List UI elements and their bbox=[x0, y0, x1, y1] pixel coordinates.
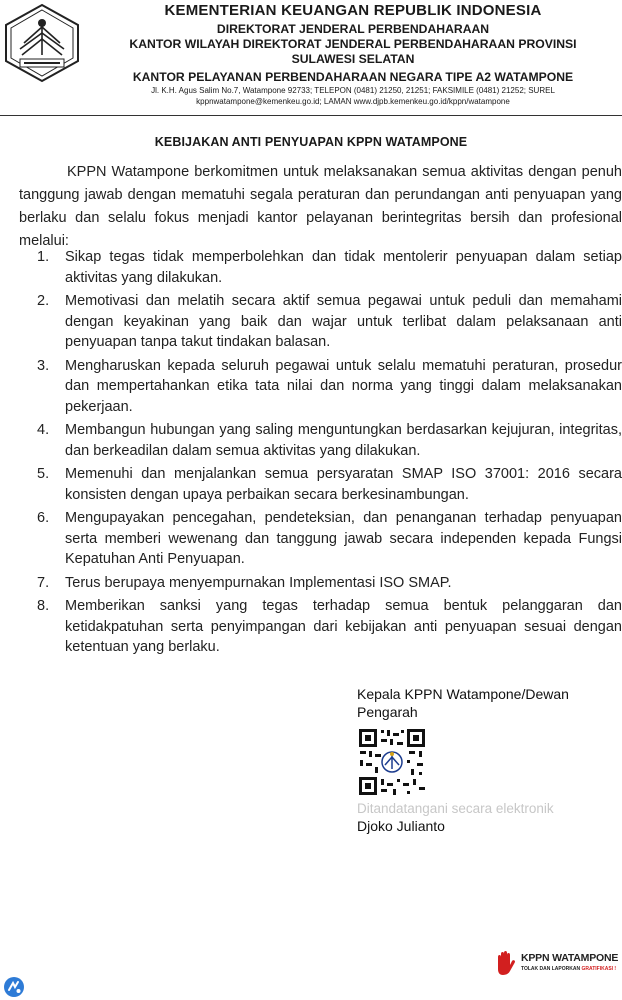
directorate-name: DIREKTORAT JENDERAL PERBENDAHARAAN bbox=[216, 22, 490, 36]
list-item-text: Memenuhi dan menjalankan semua persyaratan SMAP ISO 37001: 2016 secara konsisten dengan upaya perbaikan secara berkesinambungan. bbox=[65, 466, 622, 503]
list-item-number: 1. bbox=[37, 249, 50, 265]
list-item-text: Mengupayakan pencegahan, pendeteksian, dan penanganan terhadap penyuapan serta memberi wewenang dan tanggung jawab secara independen kepada Fungsi Kepatuhan Anti Penyuapan. bbox=[65, 510, 622, 567]
office-name: KANTOR PELAYANAN PERBENDAHARAAN NEGARA TIPE A2 WATAMPONE bbox=[132, 70, 574, 84]
list-item-number: 7. bbox=[37, 574, 50, 591]
stop-hand-icon bbox=[492, 950, 518, 976]
ministry-name: KEMENTERIAN KEUANGAN REPUBLIK INDONESIA bbox=[164, 2, 542, 19]
list-item bbox=[37, 573, 622, 594]
list-item bbox=[37, 508, 622, 570]
brand-tagline bbox=[521, 966, 616, 972]
tagline-part-b: GRATIFIKASI ! bbox=[581, 966, 617, 972]
list-item-text: Membangun hubungan yang saling menguntungkan berdasarkan kejujuran, integritas, dan berkeadilan dalam semua aktivitas yang dilakukan. bbox=[65, 422, 622, 459]
list-item bbox=[37, 596, 622, 658]
list-item-number: 6. bbox=[37, 510, 50, 526]
electronic-signature-note: Ditandatangani secara elektronik bbox=[357, 801, 554, 816]
qr-code-icon bbox=[357, 727, 427, 797]
list-item-number: 5. bbox=[37, 466, 50, 482]
letterhead-divider bbox=[0, 115, 622, 116]
list-item bbox=[37, 420, 622, 461]
brand-name: KPPN WATAMPONE bbox=[521, 952, 619, 964]
list-item-number: 8. bbox=[37, 598, 50, 614]
kemenkeu-logo-icon bbox=[2, 3, 82, 83]
list-item-number: 4. bbox=[37, 422, 50, 438]
policy-list bbox=[37, 247, 622, 658]
province-name: SULAWESI SELATAN bbox=[291, 52, 415, 66]
signatory-name: Djoko Julianto bbox=[357, 818, 445, 834]
document-title: KEBIJAKAN ANTI PENYUAPAN KPPN WATAMPONE bbox=[154, 135, 468, 149]
tagline-part-a: TOLAK DAN LAPORKAN bbox=[521, 966, 581, 972]
list-item-text: Memotivasi dan melatih secara aktif semua pegawai untuk peduli dan memahami dengan keyakinan yang baik dan wajar untuk terlibat dalam pelaksanaan anti penyuapan tanpa takut tindakan balasan. bbox=[65, 293, 622, 350]
list-item-text: Terus berupaya menyempurnakan Implementasi ISO SMAP. bbox=[65, 574, 452, 591]
list-item-number: 2. bbox=[37, 293, 50, 309]
list-item-number: 3. bbox=[37, 357, 50, 374]
list-item-text: Memberikan sanksi yang tegas terhadap semua bentuk pelanggaran dan ketidakpatuhan serta penyimpangan dari kebijakan anti penyuapan sesuai dengan ketentuan yang berlaku. bbox=[65, 598, 622, 655]
list-item bbox=[37, 247, 622, 288]
signatory-position: Kepala KPPN Watampone/Dewan Pengarah bbox=[357, 686, 569, 720]
corner-badge-icon bbox=[3, 976, 25, 998]
list-item bbox=[37, 464, 622, 505]
office-address: Jl. K.H. Agus Salim No.7, Watampone 92733; TELEPON (0481) 21250, 21251; FAKSIMILE (0481) 21252; SUREL bbox=[151, 86, 555, 95]
regional-office-name: KANTOR WILAYAH DIREKTORAT JENDERAL PERBENDAHARAAN PROVINSI bbox=[129, 37, 577, 51]
list-item-text: Mengharuskan kepada seluruh pegawai untuk selalu mematuhi peraturan, prosedur dan mempertahankan etika tata nilai dan norma yang tinggi dalam melaksanakan pekerjaan. bbox=[65, 357, 622, 415]
list-item bbox=[37, 356, 622, 418]
list-item-text: Sikap tegas tidak memperbolehkan dan tidak mentolerir penyuapan dalam setiap aktivitas yang dilakukan. bbox=[65, 249, 622, 286]
anti-gratification-brand bbox=[492, 948, 622, 978]
signature-block bbox=[357, 685, 597, 721]
office-contact: kppnwatampone@kemenkeu.go.id; LAMAN www.djpb.kemenkeu.go.id/kppn/watampone bbox=[196, 97, 510, 106]
letterhead bbox=[84, 2, 622, 107]
intro-paragraph: KPPN Watampone berkomitmen untuk melaksanakan semua aktivitas dengan penuh tanggung jawab dengan mematuhi segala peraturan dan perundangan anti penyuapan yang berlaku dan selalu fokus menjadi kantor pelayanan berintegritas bersih dan profesional melalui: bbox=[19, 164, 622, 249]
list-item bbox=[37, 291, 622, 353]
